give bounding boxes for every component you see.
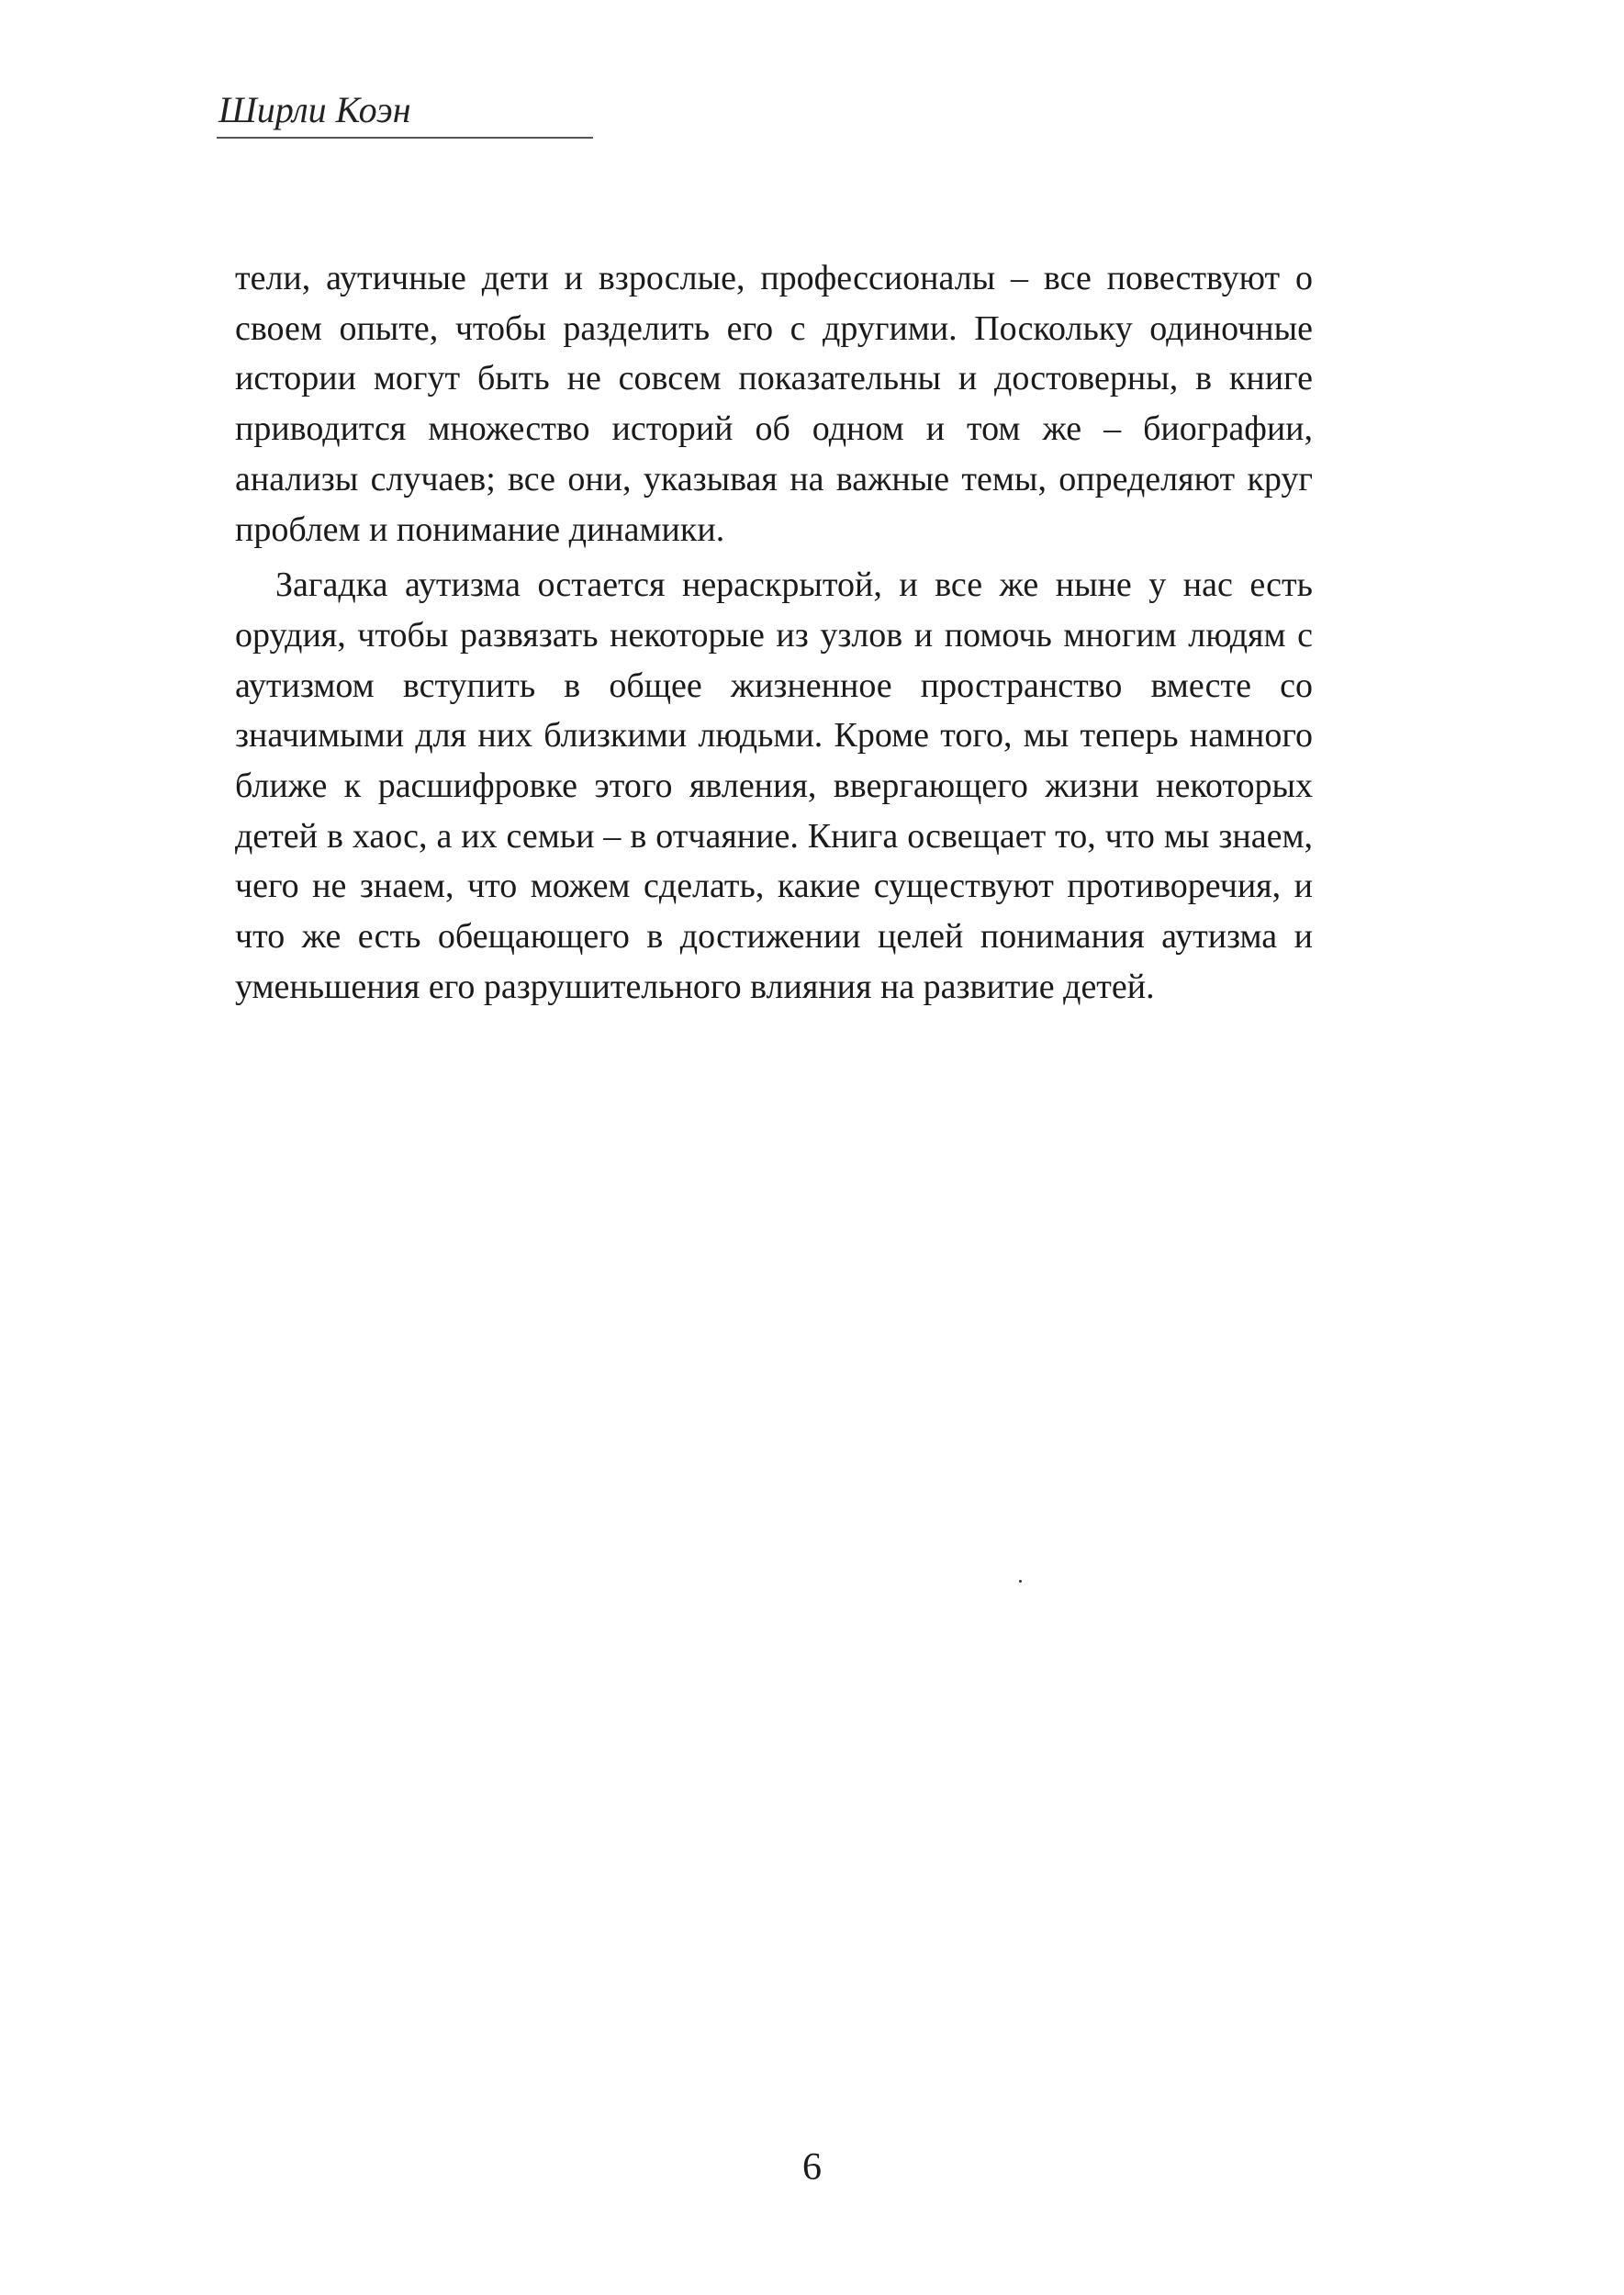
running-header-author: Ширли Коэн [218,89,411,130]
body-text [235,253,1313,1013]
paragraph: Загадка аутизма остается нераскрытой, и все же ныне у нас есть орудия, чтобы развязать некоторые из узлов и помочь многим людям с аутизмом вступить в общее жизненное пространство вместе со значимыми для них близкими людьми. Кроме того, мы теперь намного ближе к расшифровке этого явления, ввергающего жизни некоторых детей в хаос, а их семьи – в отчаяние. Книга освещает то, что мы знаем, чего не знаем, что можем сделать, какие существуют противоречия, и что же есть обещающего в достижении целей понимания аутизма и уменьшения его разрушительного влияния на развитие детей. [235,565,1313,1006]
running-header [217,88,593,139]
page-number: 6 [802,2146,822,2189]
paragraph-continued: тели, аутичные дети и взрослые, профессионалы – все повествуют о своем опыте, чтобы разделить его с другими. Поскольку одиночные истории могут быть не совсем показательны и достоверны, в книге приводится множество историй об одном и том же – биографии, анализы случаев; все они, указывая на важные темы, определяют круг проблем и понимание динамики. [235,259,1313,549]
header-rule [217,137,593,139]
scan-speck [1019,1580,1022,1583]
